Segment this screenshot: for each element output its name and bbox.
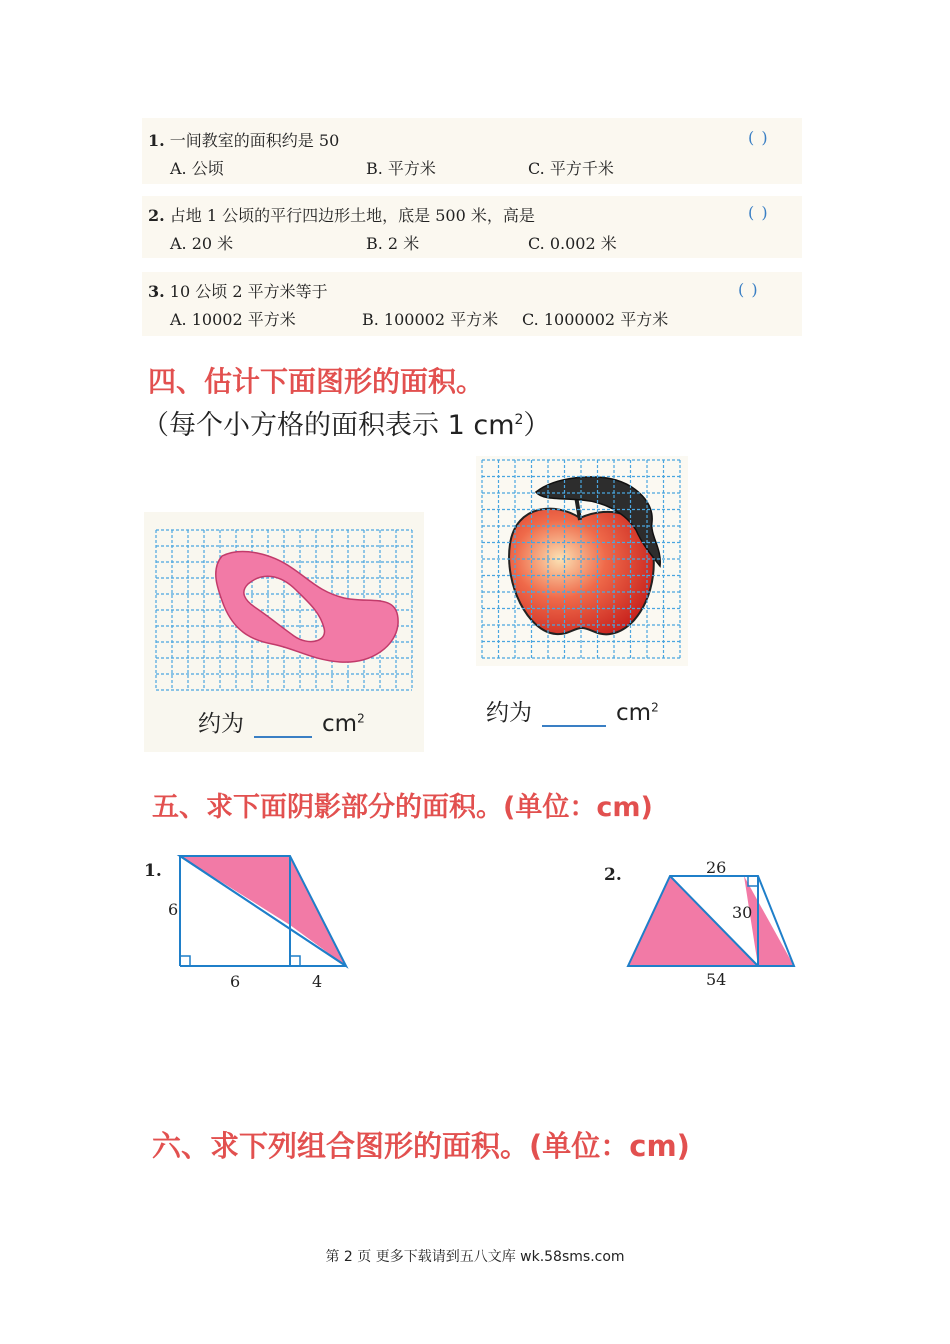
question-1-stem: [148, 128, 339, 151]
option-a[interactable]: A. 公顷: [170, 159, 224, 178]
top-base-label: 26: [706, 858, 727, 877]
shaded-trapezoid-figure-2: [622, 868, 798, 972]
answer-blank-1[interactable]: ( ): [748, 128, 769, 147]
question-3-stem: [148, 279, 328, 302]
question-number: 1.: [148, 131, 165, 150]
base-right-label: 4: [312, 972, 323, 991]
base-left-label: 6: [230, 972, 241, 991]
bottom-base-label: 54: [706, 970, 727, 989]
unit: cm: [322, 711, 358, 737]
subheading-text: （每个小方格的面积表示 1 cm: [142, 410, 515, 441]
figure-2-answer: [486, 694, 659, 727]
question-text: 占地 1 公顷的平行四边形土地，底是 500 米，高是: [169, 206, 535, 225]
superscript: 2: [514, 412, 524, 428]
option-c[interactable]: C. 平方千米: [528, 159, 614, 178]
option-b[interactable]: B. 平方米: [366, 159, 436, 178]
question-number: 2.: [148, 206, 165, 225]
option-b[interactable]: B. 2 米: [366, 234, 420, 253]
question-2-stem: [148, 203, 535, 226]
answer-blank-2[interactable]: ( ): [748, 203, 769, 222]
side-length-label: 6: [168, 900, 179, 919]
section-4-heading: 四、估计下面图形的面积。: [148, 365, 485, 398]
answer-blank-3[interactable]: ( ): [738, 280, 759, 299]
page-footer: 第 2 页 更多下载请到五八文库 wk.58sms.com: [325, 1249, 625, 1265]
option-a[interactable]: A. 20 米: [170, 234, 234, 253]
height-label: 30: [732, 903, 753, 922]
section-5-heading: 五、求下面阴影部分的面积。(单位：cm): [152, 792, 653, 823]
answer-blank[interactable]: [254, 736, 312, 738]
answer-blank[interactable]: [542, 725, 606, 727]
subheading-close: ）: [523, 410, 551, 441]
question-text: 10 公顷 2 平方米等于: [169, 282, 328, 301]
superscript: 2: [651, 700, 659, 715]
answer-prefix: 约为: [486, 700, 532, 726]
figure-number: 1.: [144, 861, 162, 881]
answer-prefix: 约为: [198, 711, 244, 737]
option-c[interactable]: C. 1000002 平方米: [522, 310, 669, 329]
superscript: 2: [357, 711, 365, 726]
section-4-subheading: [142, 403, 550, 442]
unit: cm: [616, 700, 652, 726]
apple-grid-figure: [476, 456, 688, 666]
question-number: 3.: [148, 282, 165, 301]
option-a[interactable]: A. 10002 平方米: [170, 310, 296, 329]
shaded-triangle-figure-1: [160, 846, 360, 976]
section-6-heading: 六、求下列组合图形的面积。(单位：cm): [152, 1129, 690, 1163]
option-c[interactable]: C. 0.002 米: [528, 234, 617, 253]
figure-1-answer: [198, 705, 365, 738]
figure-number: 2.: [604, 865, 622, 885]
question-text: 一间教室的面积约是 50: [169, 131, 340, 150]
option-b[interactable]: B. 100002 平方米: [362, 310, 499, 329]
